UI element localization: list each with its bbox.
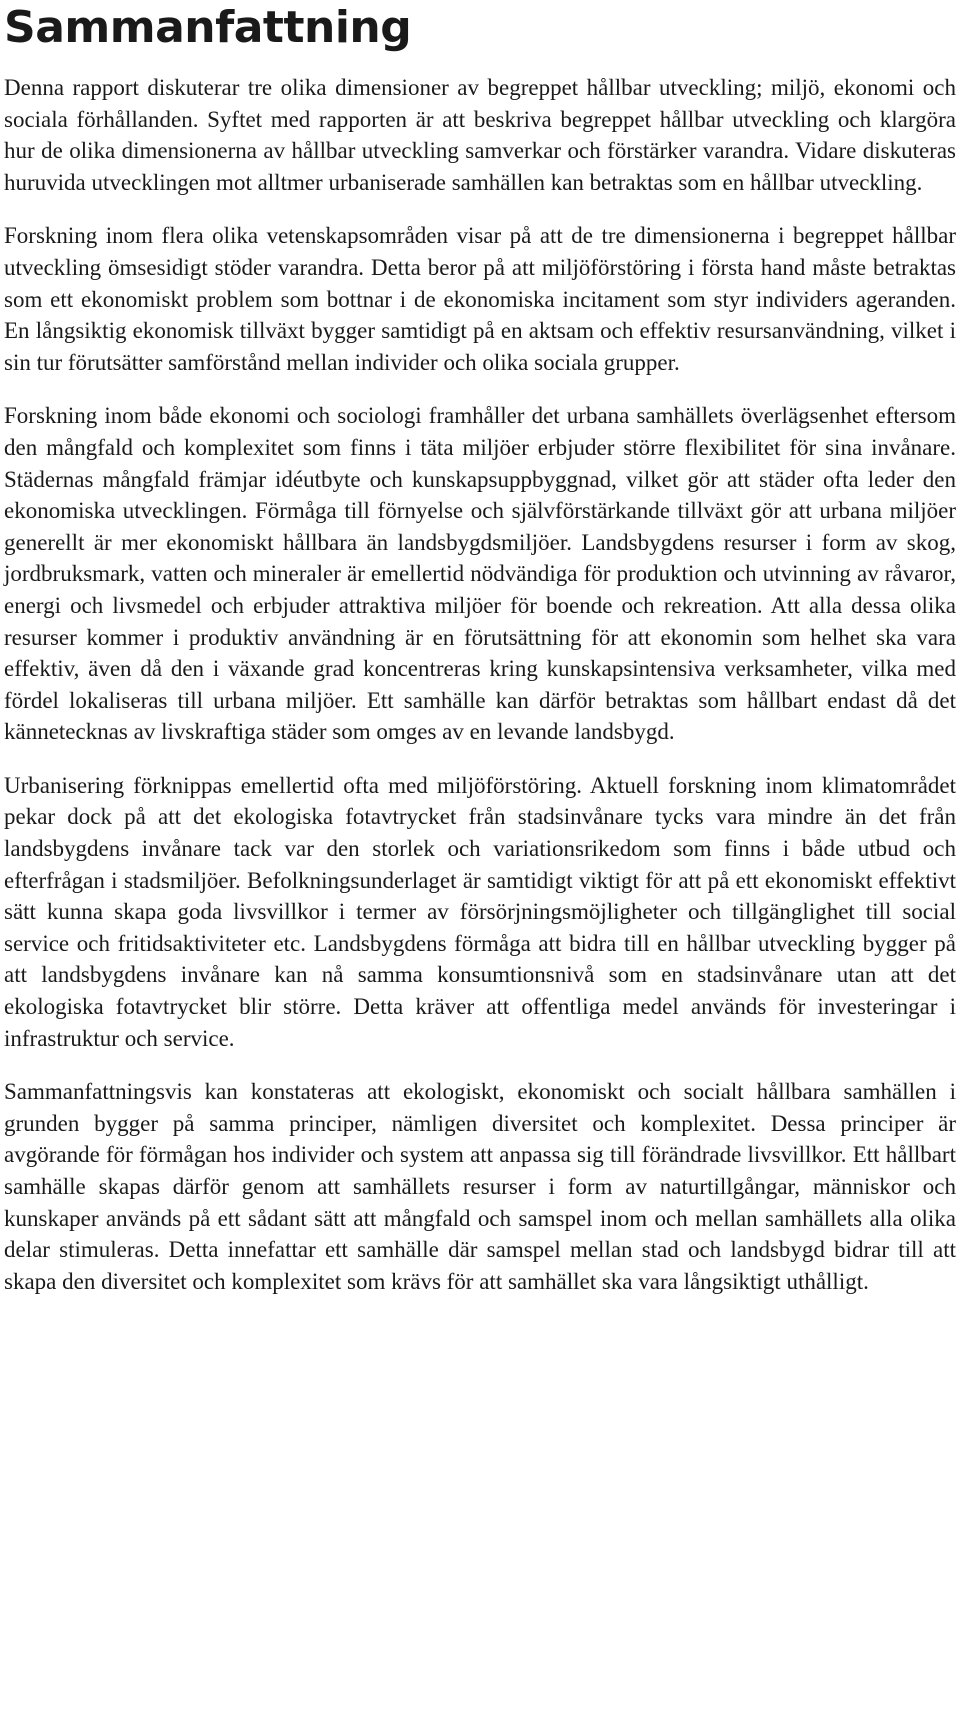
paragraph-research-dimensions: Forskning inom flera olika vetenskapsområden visar på att de tre dimensionerna i begreppet hållbar utveckling ömsesidigt stöder varandra. Detta beror på att miljöförstöring i första hand måste betraktas som ett ekonomiskt problem som bottnar i de ekonomiska incitament som styr individers ageranden. En långsiktig ekonomisk tillväxt bygger samtidigt på en aktsam och effektiv resursanvändning, vilket i sin tur förutsätter samförstånd mellan individer och olika sociala grupper. — [4, 223, 956, 375]
paragraph-intro: Denna rapport diskuterar tre olika dimensioner av begreppet hållbar utveckling; miljö, ekonomi och sociala förhållanden. Syftet med rapporten är att beskriva begreppet hållbar utveckling och klargöra hur de olika dimensionerna av hållbar utveckling samverkar och förstärker varandra. Vidare diskuteras huruvida utvecklingen mot alltmer urbaniserade samhällen kan betraktas som en hållbar utveckling. — [4, 75, 956, 195]
page-title: Sammanfattning — [4, 2, 412, 53]
paragraph-urbanisation: Urbanisering förknippas emellertid ofta med miljöförstöring. Aktuell forskning inom klimatområdet pekar dock på att det ekologiska fotavtrycket från stadsinvånare tycks vara mindre än det från landsbygdens invånare tack var den storlek och variationsrikedom som finns i både utbud och efterfrågan i stadsmiljöer. Befolkningsunderlaget är samtidigt viktigt för att på ett ekonomiskt effektivt sätt kunna skapa goda livsvillkor i termer av försörjningsmöjligheter och tillgänglighet till social service och fritidsaktiviteter etc. Landsbygdens förmåga att bidra till en hållbar utveckling bygger på att landsbygdens invånare kan nå samma konsumtionsnivå som en stadsinvånare utan att det ekologiska fotavtrycket blir större. Detta kräver att offentliga medel används för investeringar i infrastruktur och service. — [4, 772, 956, 1051]
summary-body — [4, 72, 956, 1297]
paragraph-urban-rural: Forskning inom både ekonomi och sociologi framhåller det urbana samhällets överlägsenhet eftersom den mångfald och komplexitet som finns i täta miljöer erbjuder större flexibilitet för sina invånare. Städernas mångfald främjar idéutbyte och kunskapsuppbyggnad, vilket gör att städer ofta leder den ekonomiska utvecklingen. Förmåga till förnyelse och självförstärkande tillväxt gör att urbana miljöer generellt är mer ekonomiskt hållbara än landsbygdsmiljöer. Landsbygdens resurser i form av skog, jordbruksmark, vatten och mineraler är emellertid nödvändiga för produktion och utvinning av råvaror, energi och livsmedel och erbjuder attraktiva miljöer för boende och rekreation. Att alla dessa olika resurser kommer i produktiv användning är en förutsättning för att ekonomin som helhet ska vara effektiv, även då den i växande grad koncentreras kring kunskapsintensiva verksamheter, vilka med fördel lokaliseras till urbana miljöer. Ett samhälle kan därför betraktas som hållbart endast då det kännetecknas av livskraftiga städer som omges av en levande landsbygd. — [4, 403, 956, 745]
paragraph-conclusion: Sammanfattningsvis kan konstateras att ekologiskt, ekonomiskt och socialt hållbara samhällen i grunden bygger på samma principer, nämligen diversitet och komplexitet. Dessa principer är avgörande för förmågan hos individer och system att anpassa sig till förändrade livsvillkor. Ett hållbart samhälle skapas därför genom att samhällets resurser i form av naturtillgångar, människor och kunskaper används på ett sådant sätt att mångfald och samspel inom och mellan samhällets alla olika delar stimuleras. Detta innefattar ett samhälle där samspel mellan stad och landsbygd bidrar till att skapa den diversitet och komplexitet som krävs för att samhället ska vara långsiktigt uthålligt. — [4, 1079, 956, 1294]
